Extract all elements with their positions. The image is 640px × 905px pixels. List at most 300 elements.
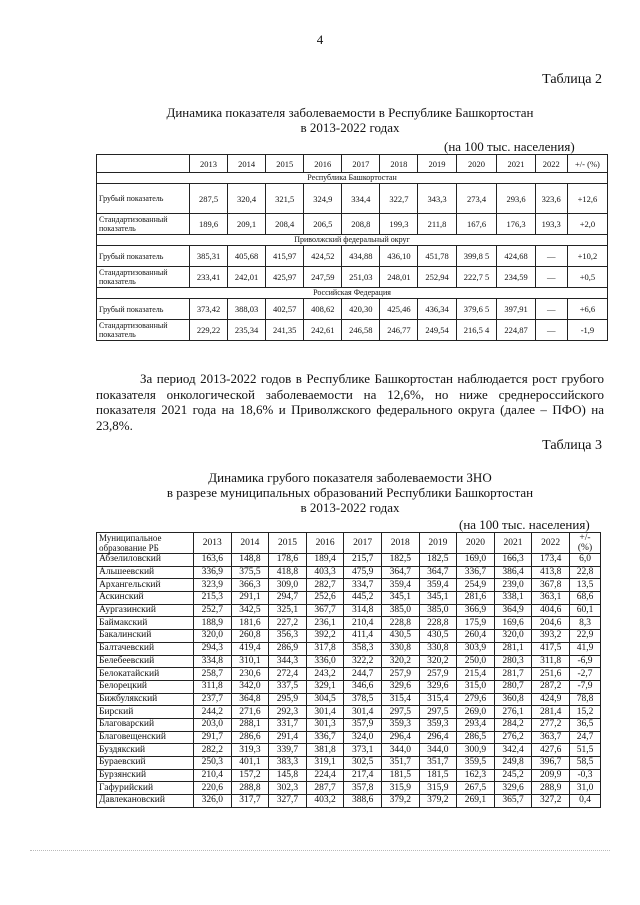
table3-cell: 386,4 <box>494 566 532 579</box>
table2-section-title: Российская Федерация <box>97 288 608 299</box>
table3-cell: 68,6 <box>570 592 601 605</box>
table3-cell: 269,1 <box>457 795 495 808</box>
table2-cell: 235,34 <box>228 320 266 341</box>
table2-cell: 402,57 <box>266 299 304 320</box>
table3-cell: 239,0 <box>494 579 532 592</box>
table2-cell: 233,41 <box>190 267 228 288</box>
table3-cell: 24,7 <box>570 731 601 744</box>
table3-cell: 393,2 <box>532 630 570 643</box>
table3-cell: 345,1 <box>381 592 419 605</box>
table3-cell: 413,8 <box>532 566 570 579</box>
table3-row <box>97 680 601 693</box>
table3-cell: 244,7 <box>344 668 382 681</box>
table3-cell: 188,9 <box>194 617 232 630</box>
table3-header-cell: 2018 <box>381 533 419 554</box>
table3-cell: 330,8 <box>419 642 457 655</box>
table2-cell: — <box>535 267 567 288</box>
table2-cell: 397,91 <box>497 299 535 320</box>
table3-cell: 358,3 <box>344 642 382 655</box>
table3-cell: 291,4 <box>269 731 307 744</box>
table3-cell: 365,7 <box>494 795 532 808</box>
table3-municipality-cell: Баймакский <box>97 617 194 630</box>
table3-cell: 331,7 <box>269 718 307 731</box>
table3-municipality-cell: Бураевский <box>97 757 194 770</box>
table3-cell: 356,3 <box>269 630 307 643</box>
table3-municipality-cell: Гафурийский <box>97 782 194 795</box>
table3-cell: 314,8 <box>344 604 382 617</box>
table3-municipality-cell: Аургазинский <box>97 604 194 617</box>
table3-cell: 217,4 <box>344 769 382 782</box>
table3-cell: 351,7 <box>381 757 419 770</box>
table3-cell: 417,5 <box>532 642 570 655</box>
table3-cell: 281,4 <box>532 706 570 719</box>
table2-row-label: Грубый показатель <box>97 299 190 320</box>
table3-cell: 145,8 <box>269 769 307 782</box>
table2-cell: 420,30 <box>342 299 380 320</box>
table3-cell: 282,7 <box>306 579 344 592</box>
table3-cell: 281,1 <box>494 642 532 655</box>
table2-cell: 405,68 <box>228 246 266 267</box>
table2-cell: 251,03 <box>342 267 380 288</box>
table3-cell: 282,2 <box>194 744 232 757</box>
table3-cell: 286,5 <box>457 731 495 744</box>
table3-row <box>97 769 601 782</box>
table3-row <box>97 655 601 668</box>
table3-cell: 280,7 <box>494 680 532 693</box>
table3-cell: 237,7 <box>194 693 232 706</box>
table3-cell: 288,9 <box>532 782 570 795</box>
table3-cell: 257,9 <box>419 668 457 681</box>
table3-cell: 210,4 <box>344 617 382 630</box>
table2 <box>96 154 608 341</box>
table3-cell: 359,5 <box>457 757 495 770</box>
table3-cell: 227,2 <box>269 617 307 630</box>
table3-cell: 6,0 <box>570 554 601 567</box>
table3-cell: 404,6 <box>532 604 570 617</box>
table3-cell: 424,9 <box>532 693 570 706</box>
table3-cell: 317,7 <box>231 795 269 808</box>
table3-cell: 360,8 <box>494 693 532 706</box>
table3-cell: 189,4 <box>306 554 344 567</box>
table3-row <box>97 617 601 630</box>
table3-cell: 327,2 <box>532 795 570 808</box>
table3-cell: -2,7 <box>570 668 601 681</box>
table2-row-label: Стандартизованный показатель <box>97 267 190 288</box>
table2-cell: 388,03 <box>228 299 266 320</box>
table3-cell: 244,2 <box>194 706 232 719</box>
table3-cell: 215,7 <box>344 554 382 567</box>
table2-cell: 373,42 <box>190 299 228 320</box>
table2-cell: — <box>535 320 567 341</box>
table2-header-cell <box>97 155 190 173</box>
table3-cell: 430,5 <box>381 630 419 643</box>
table2-cell: +12,6 <box>567 184 607 214</box>
table3-title-line1: Динамика грубого показателя заболеваемости ЗНО <box>208 470 492 485</box>
table3-cell: 323,9 <box>194 579 232 592</box>
table2-row <box>97 320 608 341</box>
table3-cell: 252,6 <box>306 592 344 605</box>
table3-cell: 148,8 <box>231 554 269 567</box>
table2-cell: 334,4 <box>342 184 380 214</box>
table3-cell: 309,0 <box>269 579 307 592</box>
table3-cell: 315,9 <box>381 782 419 795</box>
table3-cell: 220,6 <box>194 782 232 795</box>
table3-cell: 300,9 <box>457 744 495 757</box>
table2-cell: 222,7 5 <box>456 267 497 288</box>
table3-cell: 286,6 <box>231 731 269 744</box>
table3-cell: 334,7 <box>344 579 382 592</box>
table3-cell: 357,9 <box>344 718 382 731</box>
table3-cell: 181,6 <box>231 617 269 630</box>
table2-cell: 224,87 <box>497 320 535 341</box>
table3-cell: 311,8 <box>194 680 232 693</box>
table2-cell: 211,8 <box>418 214 456 235</box>
table3-cell: 322,2 <box>344 655 382 668</box>
table3-cell: 291,1 <box>231 592 269 605</box>
table2-header-row <box>97 155 608 173</box>
table2-header-cell: 2016 <box>304 155 342 173</box>
table3-cell: 295,9 <box>269 693 307 706</box>
table2-title-line1: Динамика показателя заболеваемости в Республике Башкортостан <box>166 105 534 120</box>
table3-cell: 329,1 <box>306 680 344 693</box>
table2-header-cell: 2015 <box>266 155 304 173</box>
table3-cell: 364,8 <box>231 693 269 706</box>
table3-header-cell: 2016 <box>306 533 344 554</box>
table2-cell: 234,59 <box>497 267 535 288</box>
table3-cell: 287,2 <box>532 680 570 693</box>
table3-header-cell: Муниципальное образование РБ <box>97 533 194 554</box>
table2-cell: 249,54 <box>418 320 456 341</box>
table3-cell: 296,4 <box>381 731 419 744</box>
table3-cell: 22,8 <box>570 566 601 579</box>
table3-cell: 401,1 <box>231 757 269 770</box>
table3-cell: 336,9 <box>194 566 232 579</box>
table3-cell: 317,8 <box>306 642 344 655</box>
table3-cell: 319,3 <box>231 744 269 757</box>
table3-municipality-cell: Благовещенский <box>97 731 194 744</box>
table3-cell: 292,3 <box>269 706 307 719</box>
table2-cell: 323,6 <box>535 184 567 214</box>
table2-row <box>97 214 608 235</box>
table3-header-cell: 2021 <box>494 533 532 554</box>
table2-section-row <box>97 288 608 299</box>
table2-header-cell: 2013 <box>190 155 228 173</box>
table3-cell: 342,4 <box>494 744 532 757</box>
table3-units: (на 100 тыс. населения) <box>459 517 590 532</box>
table3-cell: 327,7 <box>269 795 307 808</box>
table3-cell: 342,5 <box>231 604 269 617</box>
table2-cell: 451,78 <box>418 246 456 267</box>
table2-cell: 247,59 <box>304 267 342 288</box>
table3-row <box>97 630 601 643</box>
summary-paragraph <box>96 371 604 433</box>
table3-cell: 301,4 <box>306 706 344 719</box>
table3-header-cell: 2015 <box>269 533 307 554</box>
table3-title-line2: в разрезе муниципальных образований Республики Башкортостан <box>166 485 534 500</box>
table2-cell: 193,3 <box>535 214 567 235</box>
table3-cell: 181,5 <box>381 769 419 782</box>
table2-cell: 189,6 <box>190 214 228 235</box>
table3-cell: 272,4 <box>269 668 307 681</box>
table3-cell: 254,9 <box>457 579 495 592</box>
table3-cell: 359,4 <box>381 579 419 592</box>
table3-municipality-cell: Белокатайский <box>97 668 194 681</box>
table3-cell: 310,1 <box>231 655 269 668</box>
table2-cell: 424,52 <box>304 246 342 267</box>
table3-cell: 330,8 <box>381 642 419 655</box>
table3-cell: 281,6 <box>457 592 495 605</box>
table3-title-line3: в 2013-2022 годах <box>300 500 400 515</box>
table2-cell: 167,6 <box>456 214 497 235</box>
table3-row <box>97 782 601 795</box>
table3-cell: 320,0 <box>194 630 232 643</box>
table3-cell: 169,0 <box>457 554 495 567</box>
table2-cell: 246,77 <box>380 320 418 341</box>
table3-cell: 296,4 <box>419 731 457 744</box>
table3-cell: 204,6 <box>532 617 570 630</box>
table3-cell: 286,9 <box>269 642 307 655</box>
table3-cell: 279,6 <box>457 693 495 706</box>
table3-cell: 304,5 <box>306 693 344 706</box>
table2-header-cell: 2022 <box>535 155 567 173</box>
table3-cell: 336,7 <box>306 731 344 744</box>
table3-cell: 269,0 <box>457 706 495 719</box>
table2-header-cell: 2017 <box>342 155 380 173</box>
table2-cell: 273,4 <box>456 184 497 214</box>
table3-cell: 336,0 <box>306 655 344 668</box>
table3-cell: 258,7 <box>194 668 232 681</box>
table2-row-label: Стандартизованный показатель <box>97 214 190 235</box>
table3-cell: 271,6 <box>231 706 269 719</box>
table3-cell: 324,0 <box>344 731 382 744</box>
table3-cell: 51,5 <box>570 744 601 757</box>
table2-cell: 379,6 5 <box>456 299 497 320</box>
table2-cell: 324,9 <box>304 184 342 214</box>
table3-header-cell: 2020 <box>457 533 495 554</box>
table2-cell: 436,34 <box>418 299 456 320</box>
table3-cell: 203,0 <box>194 718 232 731</box>
table3-municipality-cell: Бирский <box>97 706 194 719</box>
table3-label: Таблица 3 <box>542 438 602 453</box>
table3-header-cell: +/- (%) <box>570 533 601 554</box>
table3-cell: 337,5 <box>269 680 307 693</box>
table2-row <box>97 246 608 267</box>
table3-cell: 338,1 <box>494 592 532 605</box>
table2-header-cell: 2018 <box>380 155 418 173</box>
table3-cell: 359,4 <box>419 579 457 592</box>
table3-cell: 315,4 <box>419 693 457 706</box>
table3-municipality-cell: Благоварский <box>97 718 194 731</box>
table3-cell: 162,3 <box>457 769 495 782</box>
table2-cell: 408,62 <box>304 299 342 320</box>
table3-row <box>97 757 601 770</box>
table3-cell: 351,7 <box>419 757 457 770</box>
table2-cell: 436,10 <box>380 246 418 267</box>
table3-cell: 411,4 <box>344 630 382 643</box>
table3-cell: 251,6 <box>532 668 570 681</box>
table3-cell: 366,3 <box>231 579 269 592</box>
table2-cell: 176,3 <box>497 214 535 235</box>
table3-row <box>97 668 601 681</box>
table3-cell: 60,1 <box>570 604 601 617</box>
table2-cell: 242,01 <box>228 267 266 288</box>
table3-cell: 210,4 <box>194 769 232 782</box>
table3-cell: 276,2 <box>494 731 532 744</box>
table2-header-cell: 2014 <box>228 155 266 173</box>
table2-cell: 425,46 <box>380 299 418 320</box>
table3-cell: 303,9 <box>457 642 495 655</box>
table2-cell: 424,68 <box>497 246 535 267</box>
table3-cell: 364,9 <box>494 604 532 617</box>
table3-cell: 281,7 <box>494 668 532 681</box>
table3-cell: 181,5 <box>419 769 457 782</box>
table3-cell: 41,9 <box>570 642 601 655</box>
table3-header-cell: 2019 <box>419 533 457 554</box>
table3-cell: -6,9 <box>570 655 601 668</box>
table2-row <box>97 299 608 320</box>
table3-cell: 284,2 <box>494 718 532 731</box>
table3-cell: 228,8 <box>381 617 419 630</box>
table2-cell: 399,8 5 <box>456 246 497 267</box>
table2-section-row <box>97 173 608 184</box>
table3 <box>96 532 601 808</box>
table3-cell: 346,6 <box>344 680 382 693</box>
table2-cell: 320,4 <box>228 184 266 214</box>
table3-cell: 319,1 <box>306 757 344 770</box>
table3-row <box>97 718 601 731</box>
table3-cell: 359,3 <box>381 718 419 731</box>
table3-municipality-cell: Белорецкий <box>97 680 194 693</box>
table2-cell: 287,5 <box>190 184 228 214</box>
table2-cell: 208,8 <box>342 214 380 235</box>
table3-cell: 15,2 <box>570 706 601 719</box>
table3-cell: 301,4 <box>344 706 382 719</box>
table3-cell: 163,6 <box>194 554 232 567</box>
table3-row <box>97 642 601 655</box>
table3-cell: 250,3 <box>194 757 232 770</box>
table2-cell: — <box>535 299 567 320</box>
table3-cell: 329,6 <box>494 782 532 795</box>
table3-cell: 182,5 <box>419 554 457 567</box>
table3-cell: 249,8 <box>494 757 532 770</box>
table2-cell: 241,35 <box>266 320 304 341</box>
table3-header-cell: 2013 <box>194 533 232 554</box>
table3-cell: 445,2 <box>344 592 382 605</box>
table3-cell: 297,5 <box>381 706 419 719</box>
table3-cell: 13,5 <box>570 579 601 592</box>
table3-cell: 320,0 <box>494 630 532 643</box>
table2-cell: 425,97 <box>266 267 304 288</box>
table3-cell: 291,7 <box>194 731 232 744</box>
page-number: 4 <box>316 32 324 47</box>
table3-cell: 166,3 <box>494 554 532 567</box>
table3-cell: 8,3 <box>570 617 601 630</box>
table3-municipality-cell: Бакалинский <box>97 630 194 643</box>
table3-row <box>97 744 601 757</box>
table3-cell: 329,6 <box>381 680 419 693</box>
table2-cell: -1,9 <box>567 320 607 341</box>
table3-cell: 257,9 <box>381 668 419 681</box>
table3-cell: 277,2 <box>532 718 570 731</box>
table3-municipality-cell: Аскинский <box>97 592 194 605</box>
table3-cell: 329,6 <box>419 680 457 693</box>
table3-cell: 302,5 <box>344 757 382 770</box>
table3-cell: 293,4 <box>457 718 495 731</box>
table3-municipality-cell: Белебеевский <box>97 655 194 668</box>
table2-cell: — <box>535 246 567 267</box>
table2-header-cell: +/- (%) <box>567 155 607 173</box>
table2-cell: 229,22 <box>190 320 228 341</box>
table2-row <box>97 184 608 214</box>
table2-cell: 415,97 <box>266 246 304 267</box>
table3-cell: 344,0 <box>419 744 457 757</box>
table3-municipality-cell: Альшеевский <box>97 566 194 579</box>
table3-cell: 427,6 <box>532 744 570 757</box>
table3-municipality-cell: Архангельский <box>97 579 194 592</box>
table3-municipality-cell: Буздякский <box>97 744 194 757</box>
table3-cell: 359,3 <box>419 718 457 731</box>
table3-cell: 366,9 <box>457 604 495 617</box>
table2-cell: +6,6 <box>567 299 607 320</box>
table3-cell: 58,5 <box>570 757 601 770</box>
table3-cell: 215,4 <box>457 668 495 681</box>
table3-cell: 267,5 <box>457 782 495 795</box>
table3-cell: 311,8 <box>532 655 570 668</box>
table2-cell: 343,3 <box>418 184 456 214</box>
table2-section-title: Республика Башкортостан <box>97 173 608 184</box>
table3-cell: 173,4 <box>532 554 570 567</box>
table3-cell: 339,7 <box>269 744 307 757</box>
table3-cell: 379,2 <box>381 795 419 808</box>
table3-cell: 288,8 <box>231 782 269 795</box>
table3-header-cell: 2017 <box>344 533 382 554</box>
table3-cell: 364,7 <box>381 566 419 579</box>
table3-cell: 36,5 <box>570 718 601 731</box>
table2-cell: 322,7 <box>380 184 418 214</box>
table3-cell: 250,0 <box>457 655 495 668</box>
table3-cell: 260,8 <box>231 630 269 643</box>
table3-cell: 320,2 <box>381 655 419 668</box>
table3-cell: 418,8 <box>269 566 307 579</box>
table3-cell: 367,7 <box>306 604 344 617</box>
table2-cell: 434,88 <box>342 246 380 267</box>
table2-cell: 321,5 <box>266 184 304 214</box>
table3-cell: 325,1 <box>269 604 307 617</box>
table3-cell: 403,3 <box>306 566 344 579</box>
table3-cell: 280,3 <box>494 655 532 668</box>
table3-cell: 345,1 <box>419 592 457 605</box>
table2-cell: +2,0 <box>567 214 607 235</box>
summary-paragraph-text: За период 2013-2022 годов в Республике Башкортостан наблюдается рост грубого показателя онкологической заболеваемости на 12,6%, но ниже среднероссийского показателя 2021 года на 18,6% и Приволжского федерального округа (далее – ПФО) на 23,8%. <box>96 371 604 433</box>
table3-cell: 430,5 <box>419 630 457 643</box>
table2-label: Таблица 2 <box>542 72 602 87</box>
table3-row <box>97 592 601 605</box>
table2-header-cell: 2021 <box>497 155 535 173</box>
table3-cell: 388,6 <box>344 795 382 808</box>
table3-cell: 315,0 <box>457 680 495 693</box>
table3-municipality-cell: Балтачевский <box>97 642 194 655</box>
table3-municipality-cell: Бижбулякский <box>97 693 194 706</box>
table3-row <box>97 566 601 579</box>
table3-municipality-cell: Бурзянский <box>97 769 194 782</box>
table3-cell: 224,4 <box>306 769 344 782</box>
table3-cell: 301,3 <box>306 718 344 731</box>
table3-cell: 276,1 <box>494 706 532 719</box>
table3-cell: 182,5 <box>381 554 419 567</box>
table3-cell: 245,2 <box>494 769 532 782</box>
table3-cell: -7,9 <box>570 680 601 693</box>
table3-cell: 243,2 <box>306 668 344 681</box>
